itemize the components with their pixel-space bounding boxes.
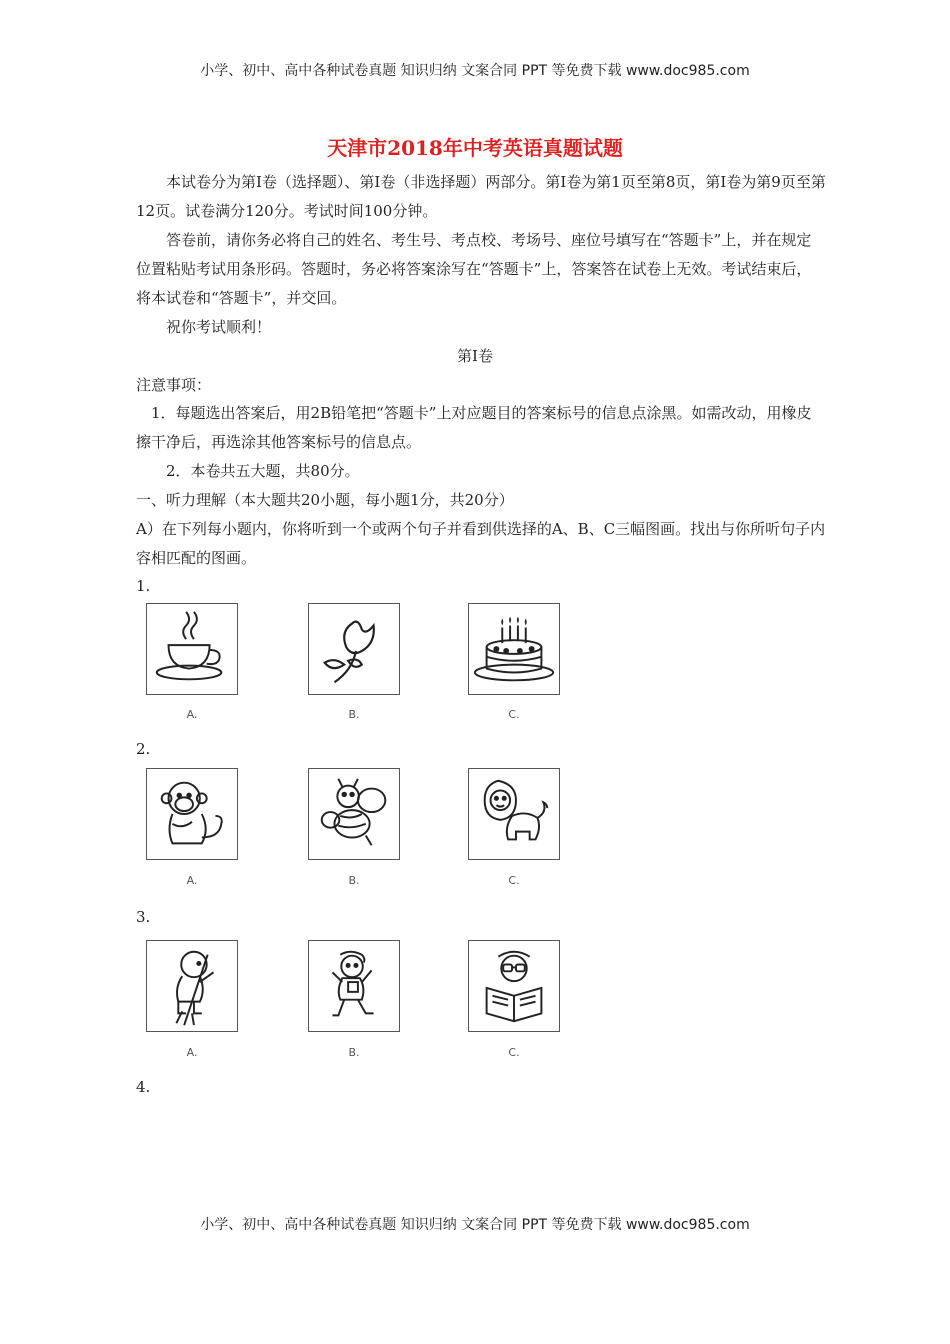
question-1-option-a-image[interactable] xyxy=(146,603,238,695)
intro-wishes: 祝你考试顺利！ xyxy=(166,318,272,336)
intro-paragraph-2: 答卷前，请你务必将自己的姓名、考生号、考点校、考场号、座位号填写在“答题卡”上，并在规定位置粘贴考试用条形码。答题时，务必将答案涂写在“答题卡”上，答案答在试卷上无效。考试结束后，将本试卷和“答题卡”，并交回。 xyxy=(136,231,812,307)
question-3-option-c-label: C. xyxy=(508,1046,520,1059)
monkey-icon xyxy=(147,769,237,859)
section-instruction: A）在下列每小题内，你将听到一个或两个句子并看到供选择的A、B、C三幅图画。找出与你所听句子内容相匹配的图画。 xyxy=(136,520,826,567)
question-3-option-c-image[interactable] xyxy=(468,940,560,1032)
question-3-option-a-label: A. xyxy=(186,1046,198,1059)
coffee-cup-icon xyxy=(147,604,237,694)
question-2-option-c-label: C. xyxy=(508,874,520,887)
birthday-cake-icon xyxy=(469,604,559,694)
volume-title: 第I卷 xyxy=(457,347,493,365)
question-3-option-a-image[interactable] xyxy=(146,940,238,1032)
page-title: 天津市2018年中考英语真题试题 xyxy=(327,136,623,160)
notice-item-2: 2．本卷共五大题，共80分。 xyxy=(166,462,360,480)
question-2-option-a-image[interactable] xyxy=(146,768,238,860)
question-3-option-b-image[interactable] xyxy=(308,940,400,1032)
header-watermark: 小学、初中、高中各种试卷真题 知识归纳 文案合同 PPT 等免费下载 www.doc985.com xyxy=(200,63,750,79)
boy-reading-icon xyxy=(469,941,559,1031)
notice-heading: 注意事项： xyxy=(136,376,212,394)
question-2-option-a-label: A. xyxy=(186,874,198,887)
question-2-option-c-image[interactable] xyxy=(468,768,560,860)
question-2-number: 2. xyxy=(136,740,151,758)
notice-item-1: 1．每题选出答案后，用2B铅笔把“答题卡”上对应题目的答案标号的信息点涂黑。如需改动，用橡皮擦干净后，再选涂其他答案标号的信息点。 xyxy=(136,404,812,451)
bee-icon xyxy=(309,769,399,859)
footer-watermark: 小学、初中、高中各种试卷真题 知识归纳 文案合同 PPT 等免费下载 www.doc985.com xyxy=(200,1217,750,1233)
boy-eating-icon xyxy=(309,941,399,1031)
question-3-number: 3. xyxy=(136,908,151,926)
lion-icon xyxy=(469,769,559,859)
question-1-option-c-image[interactable] xyxy=(468,603,560,695)
question-3-option-b-label: B. xyxy=(348,1046,360,1059)
question-2-option-b-label: B. xyxy=(348,874,360,887)
section-heading: 一、听力理解（本大题共20小题，每小题1分，共20分） xyxy=(136,491,514,509)
boy-sweeping-icon xyxy=(147,941,237,1031)
question-1-option-c-label: C. xyxy=(508,708,520,721)
flower-icon xyxy=(309,604,399,694)
question-1-option-a-label: A. xyxy=(186,708,198,721)
question-1-option-b-image[interactable] xyxy=(308,603,400,695)
intro-paragraph-1: 本试卷分为第I卷（选择题）、第I卷（非选择题）两部分。第I卷为第1页至第8页，第I卷为第9页至第12页。试卷满分120分。考试时间100分钟。 xyxy=(136,173,826,220)
question-1-number: 1. xyxy=(136,577,151,595)
question-4-number: 4. xyxy=(136,1078,151,1096)
question-1-option-b-label: B. xyxy=(348,708,360,721)
question-2-option-b-image[interactable] xyxy=(308,768,400,860)
